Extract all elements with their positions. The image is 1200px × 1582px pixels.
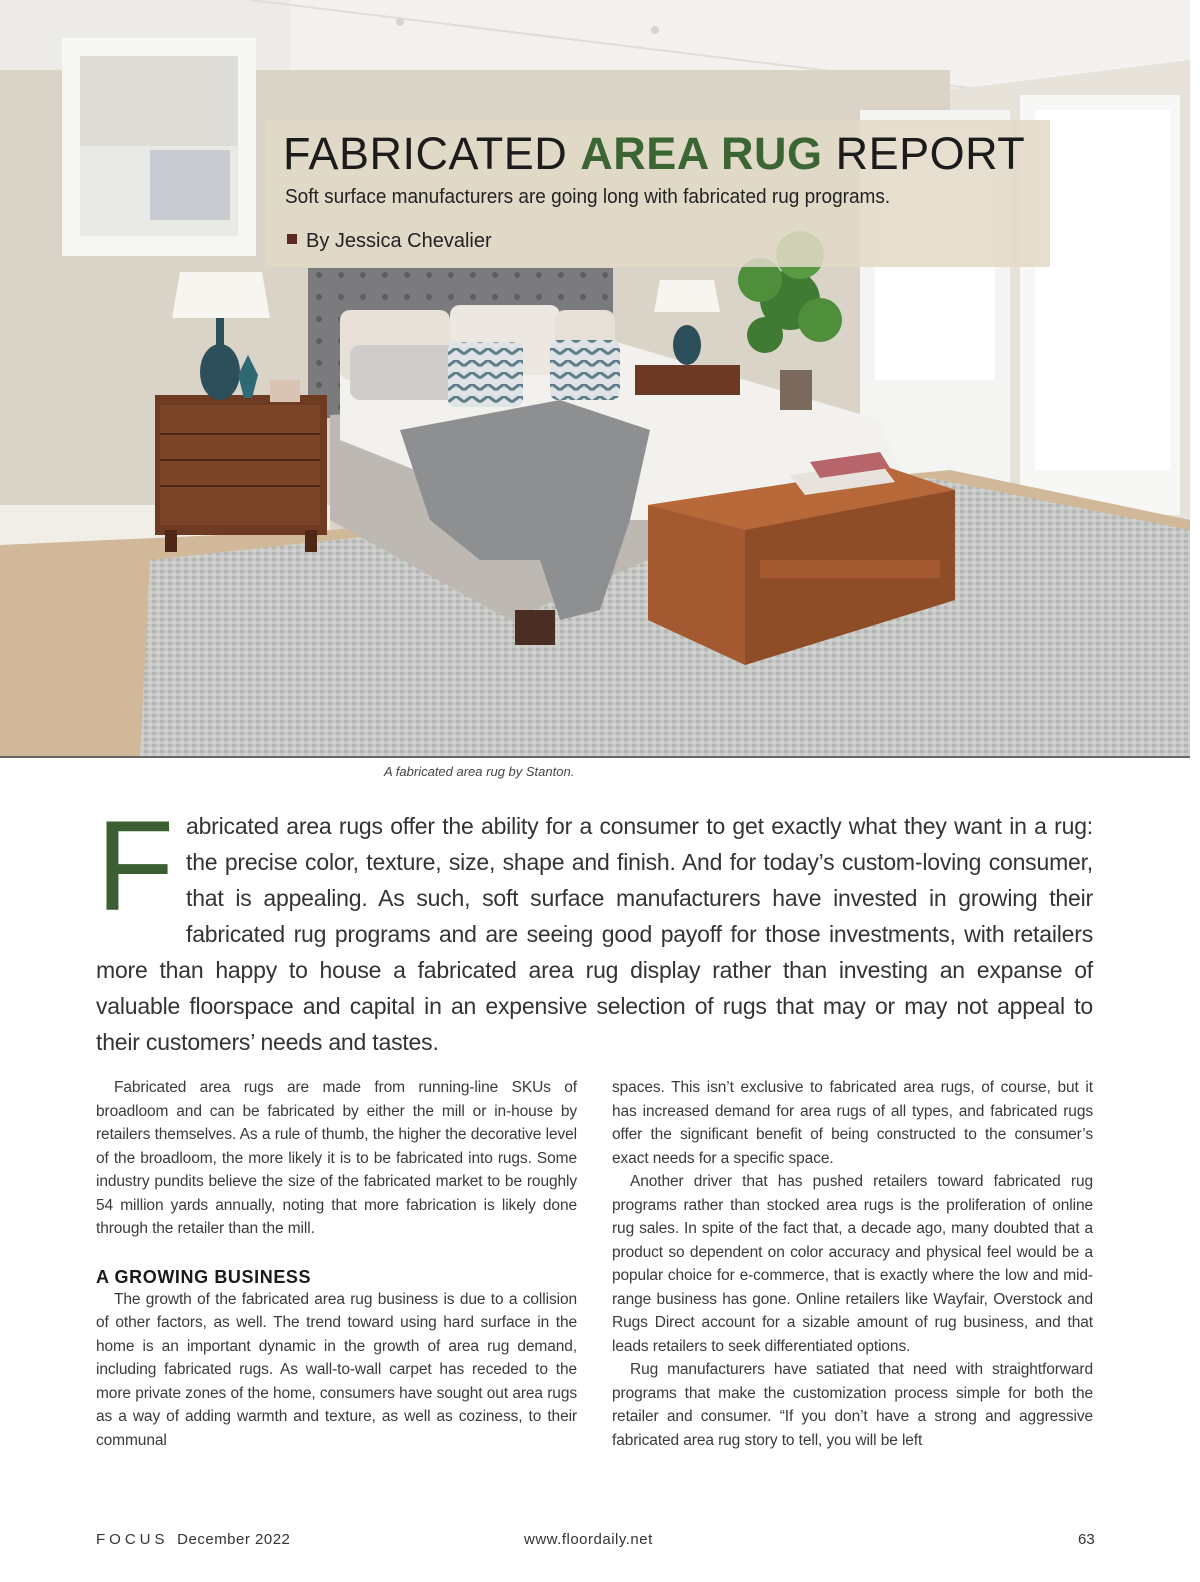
body-column-right	[612, 1076, 1093, 1452]
photo-caption: A fabricated area rug by Stanton.	[384, 764, 575, 779]
drop-cap: F	[96, 795, 174, 938]
footer-magazine-name: FOCUS	[96, 1531, 169, 1548]
footer-issue-date: December 2022	[177, 1531, 291, 1548]
body-column-left	[96, 1076, 577, 1452]
article-title	[283, 128, 1025, 180]
byline-square-icon	[287, 234, 297, 244]
title-part-2: REPORT	[822, 128, 1026, 179]
section-heading: A GROWING BUSINESS	[96, 1266, 312, 1287]
body-paragraph: spaces. This isn’t exclusive to fabricated area rugs, of course, but it has increased demand for area rugs of all types, and fabricated rugs offer the significant benefit of being constructed to the consumer’s exact needs for a specific space.	[612, 1079, 1093, 1167]
intro-text: abricated area rugs offer the ability for a consumer to get exactly what they want in a rug: the precise color, texture, size, shape and finish. And for today’s custom-loving consumer, that is appealing. As such, soft surface manufacturers have invested in growing their fabricated rug programs and are seeing good payoff for those investments, with retailers more than happy to house a fabricated area rug display rather than investing an expanse of valuable floorspace and capital in an expensive selection of rugs that may or may not appeal to their customers’ needs and tastes.	[96, 813, 1093, 1055]
body-paragraph: Another driver that has pushed retailers toward fabricated rug programs rather than stocked area rugs is the proliferation of online rug sales. In spite of the fact that, a decade ago, many doubted that a product so dependent on color accuracy and physical feel would be a popular choice for e-commerce, that is exactly where the low and mid-range business has gone. Online retailers like Wayfair, Overstock and Rugs Direct account for a sizable amount of rug business, and that leads retailers to seek differentiated options.	[612, 1173, 1093, 1355]
title-part-1: FABRICATED	[283, 128, 581, 179]
intro-paragraph	[96, 795, 1093, 1060]
title-accent: AREA RUG	[580, 128, 823, 179]
body-paragraph: Rug manufacturers have satiated that need with straightforward programs that make the customization process simple for both the retailer and consumer. “If you don’t have a strong and aggressive fabricated area rug story to tell, you will be left	[612, 1361, 1093, 1449]
body-paragraph: Fabricated area rugs are made from running-line SKUs of broadloom and can be fabricated by either the mill or in-house by retailers themselves. As a rule of thumb, the higher the decorative level of the broadloom, the more likely it is to be fabricated into rugs. Some industry pundits believe the size of the fabricated market to be roughly 54 million yards annually, noting that more fabrication is likely done through the retailer than the mill.	[96, 1079, 577, 1237]
byline	[287, 230, 492, 253]
byline-author: By Jessica Chevalier	[306, 230, 492, 252]
footer-page-number: 63	[1078, 1531, 1095, 1548]
hero-photo-bedroom	[0, 0, 1190, 758]
footer-issue	[96, 1531, 290, 1548]
article-subtitle: Soft surface manufacturers are going long with fabricated rug programs.	[285, 186, 891, 208]
footer-website-link[interactable]: www.floordaily.net	[524, 1531, 653, 1548]
body-paragraph: The growth of the fabricated area rug business is due to a collision of other factors, as well. The trend toward using hard surface in the home is an important dynamic in the growth of area rug demand, including fabricated rugs. As wall-to-wall carpet has receded to the more private zones of the home, consumers have sought out area rugs as a way of adding warmth and texture, as well as coziness, to their communal	[96, 1290, 577, 1449]
title-panel	[265, 120, 1050, 267]
